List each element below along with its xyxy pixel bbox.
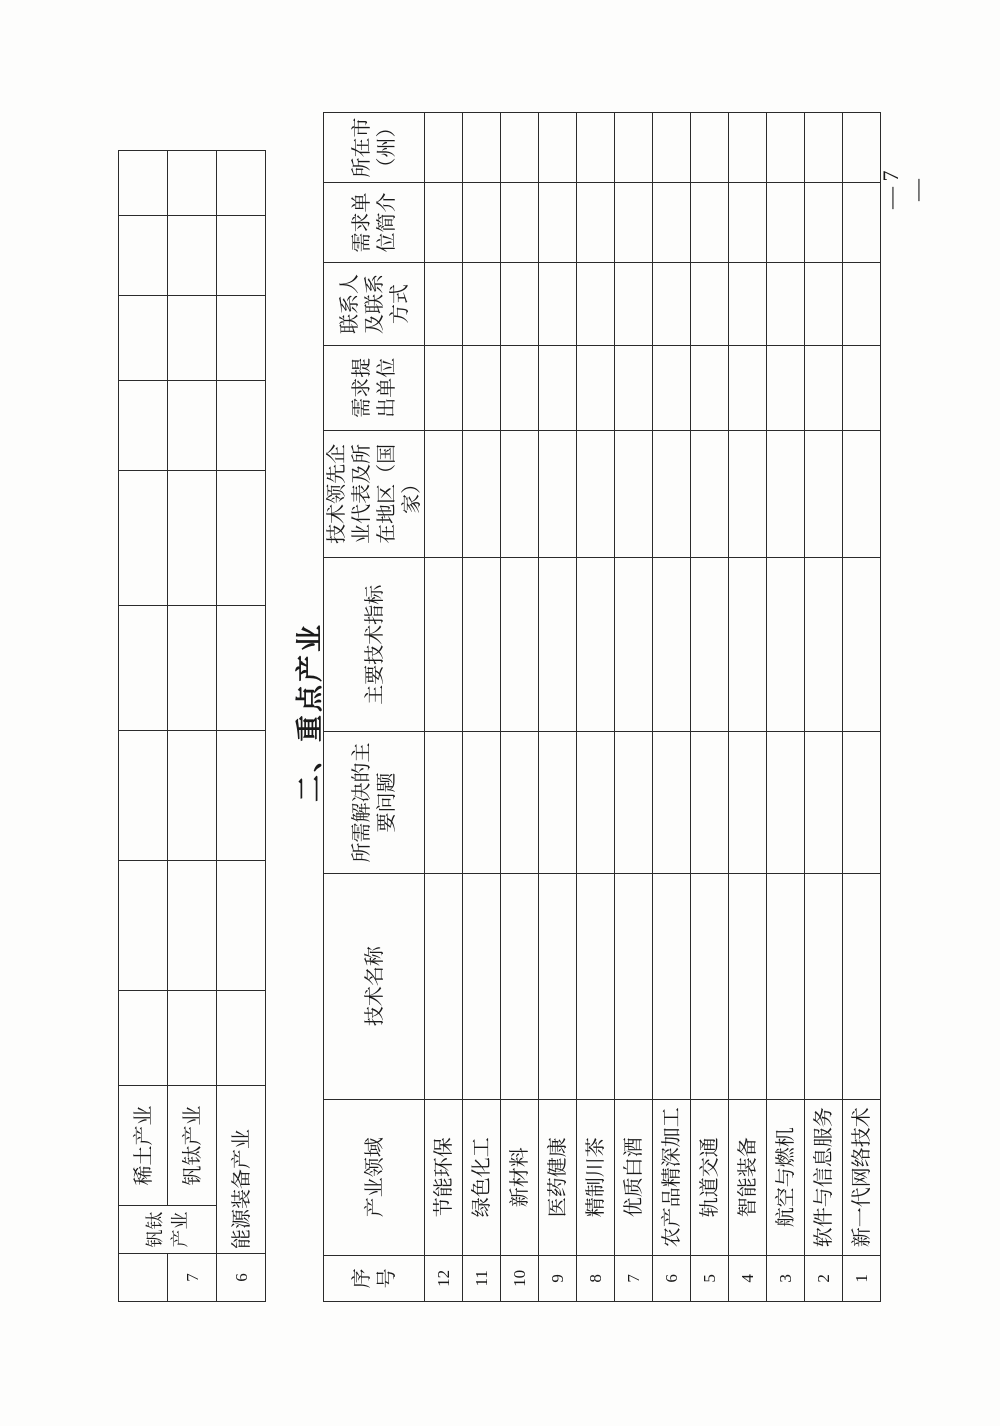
table-cell [425, 430, 463, 558]
table-cell [653, 345, 691, 430]
table-row [843, 113, 881, 1302]
main-table [323, 112, 881, 1302]
main-table-body [425, 113, 881, 1302]
header-cell: 联系人及联系方式 [324, 263, 425, 346]
table-cell [843, 558, 881, 732]
table-row [501, 113, 539, 1302]
table-cell [767, 732, 805, 873]
table-cell [615, 263, 653, 346]
row-number: 12 [425, 1255, 463, 1301]
table-cell [501, 430, 539, 558]
industry-field-cell: 航空与燃机 [767, 1099, 805, 1255]
table-cell [615, 873, 653, 1099]
table-cell [767, 345, 805, 430]
table-cell [425, 558, 463, 732]
industry-field-cell: 农产品精深加工 [653, 1099, 691, 1255]
page-number: — 7 — [878, 170, 929, 210]
table-cell [691, 263, 729, 346]
table-cell [843, 732, 881, 873]
table-cell [168, 381, 217, 471]
table-cell [767, 873, 805, 1099]
table-cell [501, 113, 539, 183]
industry-field-cell: 智能装备 [729, 1099, 767, 1255]
header-cell: 所需解决的主要问题 [324, 732, 425, 873]
table-row [463, 113, 501, 1302]
table-row [805, 113, 843, 1302]
table-cell [168, 151, 217, 216]
table-cell [805, 873, 843, 1099]
table-cell [615, 558, 653, 732]
table-row [691, 113, 729, 1302]
table-cell [463, 345, 501, 430]
table-cell [463, 732, 501, 873]
table-cell [805, 113, 843, 183]
table-cell [501, 732, 539, 873]
row-number: 5 [691, 1255, 729, 1301]
top-table [118, 150, 266, 1302]
table-cell [119, 216, 168, 296]
table-cell [577, 182, 615, 262]
table-cell [577, 430, 615, 558]
table-cell [767, 430, 805, 558]
table-cell [119, 731, 168, 861]
table-cell [119, 151, 168, 216]
table-cell [805, 182, 843, 262]
header-cell: 需求提出单位 [324, 345, 425, 430]
row-number: 6 [653, 1255, 691, 1301]
table-cell [615, 345, 653, 430]
table-cell [217, 296, 266, 381]
sub-category-cell: 钒钛产业 [168, 1086, 217, 1206]
table-cell [119, 991, 168, 1086]
table-cell [539, 873, 577, 1099]
table-cell [501, 345, 539, 430]
table-cell [463, 430, 501, 558]
table-cell [463, 113, 501, 183]
table-cell [463, 182, 501, 262]
table-cell [539, 430, 577, 558]
table-row [615, 113, 653, 1302]
row-number: 7 [615, 1255, 653, 1301]
row-number: 4 [729, 1255, 767, 1301]
category-label: 钒钛产业 [144, 1211, 191, 1248]
table-cell [653, 873, 691, 1099]
table-cell [119, 381, 168, 471]
table-cell [805, 732, 843, 873]
industry-field-cell: 优质白酒 [615, 1099, 653, 1255]
header-cell: 技术领先企业代表及所在地区（国家） [324, 430, 425, 558]
table-row [217, 151, 266, 1302]
table-cell [729, 182, 767, 262]
row-number: 6 [217, 1254, 266, 1302]
table-cell [691, 182, 729, 262]
table-cell [539, 558, 577, 732]
table-cell [691, 345, 729, 430]
table-cell [767, 263, 805, 346]
table-cell [729, 113, 767, 183]
table-cell [653, 182, 691, 262]
table-cell [653, 263, 691, 346]
table-cell [217, 216, 266, 296]
table-cell [168, 606, 217, 731]
row-number: 3 [767, 1255, 805, 1301]
industry-field-cell: 医药健康 [539, 1099, 577, 1255]
table-cell [425, 345, 463, 430]
table-cell [805, 263, 843, 346]
rotated-landscape-content [118, 112, 888, 1312]
category-cell: 能源装备产业 [217, 1086, 266, 1254]
row-number: 11 [463, 1255, 501, 1301]
table-cell [615, 732, 653, 873]
table-cell [691, 558, 729, 732]
table-cell [217, 861, 266, 991]
table-row [767, 113, 805, 1302]
table-cell [425, 113, 463, 183]
table-cell [653, 113, 691, 183]
table-cell [767, 558, 805, 732]
table-cell [729, 263, 767, 346]
industry-field-cell: 精制川茶 [577, 1099, 615, 1255]
industry-field-cell: 新材料 [501, 1099, 539, 1255]
table-cell [691, 732, 729, 873]
table-cell [217, 606, 266, 731]
table-row [119, 151, 168, 1302]
table-cell [539, 345, 577, 430]
table-cell [119, 606, 168, 731]
row-number: 10 [501, 1255, 539, 1301]
table-cell [217, 471, 266, 606]
table-cell [217, 731, 266, 861]
table-cell [168, 861, 217, 991]
table-cell [615, 182, 653, 262]
table-cell [501, 263, 539, 346]
table-cell [691, 430, 729, 558]
table-cell [729, 732, 767, 873]
table-cell [539, 263, 577, 346]
table-row [539, 113, 577, 1302]
row-number: 9 [539, 1255, 577, 1301]
industry-field-cell: 轨道交通 [691, 1099, 729, 1255]
header-cell: 主要技术指标 [324, 558, 425, 732]
table-cell [217, 151, 266, 216]
table-cell [653, 430, 691, 558]
table-cell [425, 873, 463, 1099]
header-cell: 序号 [324, 1255, 425, 1301]
table-row [577, 113, 615, 1302]
table-row [729, 113, 767, 1302]
table-cell [539, 113, 577, 183]
table-cell [843, 430, 881, 558]
table-cell [168, 471, 217, 606]
table-cell [767, 113, 805, 183]
row-number [119, 1254, 168, 1302]
table-cell [843, 873, 881, 1099]
table-cell [119, 861, 168, 991]
table-cell [501, 182, 539, 262]
table-cell [119, 471, 168, 606]
table-cell [501, 558, 539, 732]
table-cell [805, 430, 843, 558]
table-cell [463, 558, 501, 732]
sub-category-cell: 稀土产业 [119, 1086, 168, 1206]
table-cell [653, 558, 691, 732]
table-cell [168, 731, 217, 861]
header-cell: 所在市（州） [324, 113, 425, 183]
table-cell [577, 558, 615, 732]
table-cell [691, 873, 729, 1099]
industry-field-cell: 绿色化工 [463, 1099, 501, 1255]
table-row [425, 113, 463, 1302]
table-cell [577, 873, 615, 1099]
table-cell [843, 182, 881, 262]
table-cell [653, 732, 691, 873]
table-cell [539, 732, 577, 873]
table-cell [501, 873, 539, 1099]
table-cell [577, 113, 615, 183]
header-cell: 产业领域 [324, 1099, 425, 1255]
section-title: 二、重点产业 [295, 622, 326, 802]
header-row [324, 113, 425, 1302]
table-cell [425, 182, 463, 262]
table-cell [805, 345, 843, 430]
table-cell [767, 182, 805, 262]
row-number: 8 [577, 1255, 615, 1301]
table-cell [577, 263, 615, 346]
table-cell [843, 113, 881, 183]
table-cell [425, 263, 463, 346]
header-cell: 技术名称 [324, 873, 425, 1099]
table-cell [615, 113, 653, 183]
table-cell [168, 216, 217, 296]
table-row [168, 151, 217, 1302]
table-cell [168, 296, 217, 381]
row-number: 1 [843, 1255, 881, 1301]
table-cell [217, 381, 266, 471]
table-cell [691, 113, 729, 183]
table-cell [463, 873, 501, 1099]
table-cell [729, 430, 767, 558]
table-cell [843, 263, 881, 346]
table-cell [119, 296, 168, 381]
table-cell [615, 430, 653, 558]
table-row [653, 113, 691, 1302]
row-number: 2 [805, 1255, 843, 1301]
table-cell [217, 991, 266, 1086]
table-cell [577, 345, 615, 430]
table-cell [425, 732, 463, 873]
table-cell [577, 732, 615, 873]
table-cell [805, 558, 843, 732]
table-cell [463, 263, 501, 346]
header-cell: 需求单位简介 [324, 182, 425, 262]
category-cell [119, 1206, 217, 1254]
industry-field-cell: 新一代网络技术 [843, 1099, 881, 1255]
table-cell [843, 345, 881, 430]
industry-field-cell: 节能环保 [425, 1099, 463, 1255]
row-number: 7 [168, 1254, 217, 1302]
industry-field-cell: 软件与信息服务 [805, 1099, 843, 1255]
table-cell [168, 991, 217, 1086]
table-cell [729, 345, 767, 430]
table-cell [539, 182, 577, 262]
table-cell [729, 873, 767, 1099]
table-cell [729, 558, 767, 732]
